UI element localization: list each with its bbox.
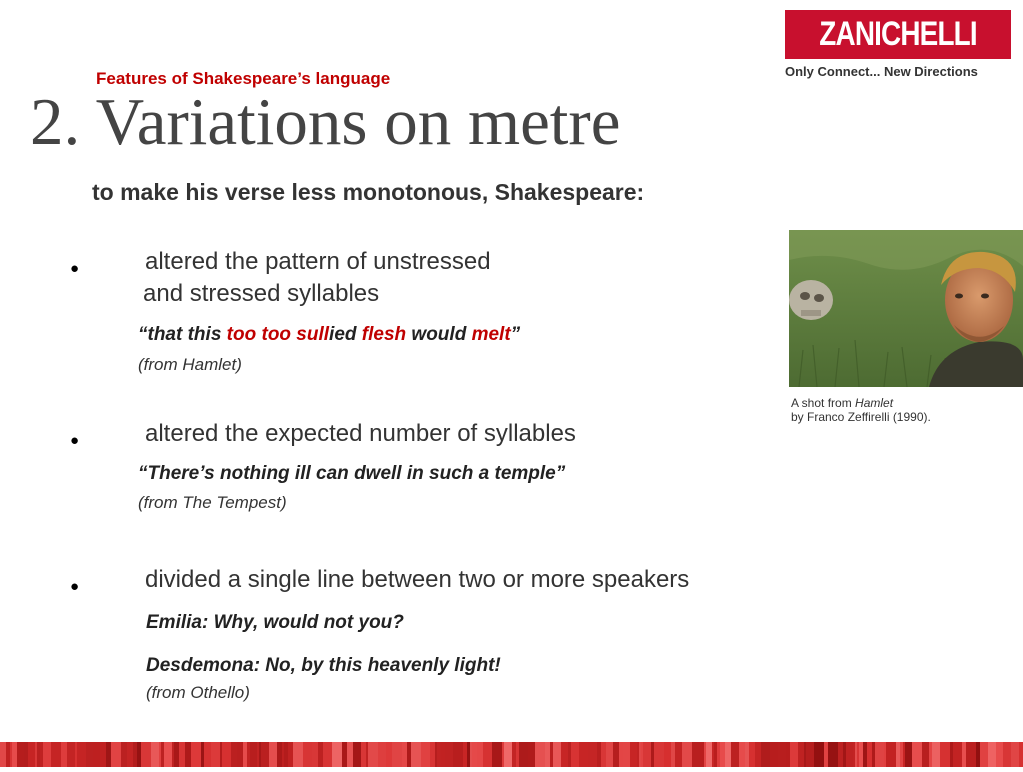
band-stripe xyxy=(445,742,453,767)
band-stripe xyxy=(806,742,814,767)
band-stripe xyxy=(61,742,67,767)
band-stripe xyxy=(250,742,257,767)
band-stripe xyxy=(886,742,896,767)
quote-text: would xyxy=(406,324,472,345)
band-stripe xyxy=(700,742,704,767)
band-stripe xyxy=(630,742,637,767)
band-stripe xyxy=(0,742,6,767)
band-stripe xyxy=(712,742,714,767)
band-stripe xyxy=(588,742,597,767)
band-stripe xyxy=(903,742,905,767)
band-stripe xyxy=(535,742,545,767)
band-stripe xyxy=(75,742,77,767)
band-stripe xyxy=(553,742,561,767)
band-stripe xyxy=(786,742,790,767)
band-stripe xyxy=(282,742,284,767)
section-label: Features of Shakespeare’s language xyxy=(96,69,391,88)
band-stripe xyxy=(378,742,386,767)
band-stripe xyxy=(24,742,28,767)
band-stripe xyxy=(211,742,220,767)
band-stripe xyxy=(651,742,654,767)
band-stripe xyxy=(859,742,863,767)
band-stripe xyxy=(755,742,761,767)
hamlet-film-still xyxy=(789,230,1023,387)
band-stripe xyxy=(950,742,953,767)
band-stripe xyxy=(483,742,492,767)
band-stripe xyxy=(613,742,619,767)
band-stripe xyxy=(467,742,470,767)
band-stripe xyxy=(512,742,516,767)
item-3-quote-2: Desdemona: No, by this heavenly light! xyxy=(146,655,501,676)
band-stripe xyxy=(639,742,641,767)
item-3-source: (from Othello) xyxy=(146,683,250,702)
band-stripe xyxy=(940,742,950,767)
band-stripe xyxy=(857,742,859,767)
band-stripe xyxy=(243,742,247,767)
photo-caption xyxy=(791,396,931,424)
band-stripe xyxy=(437,742,441,767)
intro-text: to make his verse less monotonous, Shakespeare: xyxy=(92,179,645,205)
band-stripe xyxy=(568,742,571,767)
bullet-icon: ● xyxy=(70,432,80,449)
quote-text: “that this xyxy=(138,324,227,345)
quote-text: ied xyxy=(329,324,362,345)
quote-text: ” xyxy=(510,324,521,345)
item-1-line-1: altered the pattern of unstressed xyxy=(145,248,491,275)
band-stripe xyxy=(838,742,843,767)
band-stripe xyxy=(619,742,623,767)
band-stripe xyxy=(682,742,692,767)
quote-highlight: flesh xyxy=(361,324,407,345)
band-stripe xyxy=(601,742,606,767)
quote-highlight: melt xyxy=(471,324,511,345)
band-stripe xyxy=(502,742,504,767)
band-stripe xyxy=(846,742,853,767)
band-stripe xyxy=(798,742,804,767)
band-stripe xyxy=(814,742,824,767)
band-stripe xyxy=(100,742,106,767)
band-stripe xyxy=(277,742,282,767)
band-stripe xyxy=(67,742,75,767)
band-stripe xyxy=(545,742,550,767)
band-stripe xyxy=(778,742,786,767)
band-stripe xyxy=(133,742,137,767)
band-stripe xyxy=(470,742,472,767)
band-stripe xyxy=(106,742,111,767)
band-stripe xyxy=(222,742,231,767)
band-stripe xyxy=(247,742,250,767)
band-stripe xyxy=(43,742,51,767)
band-stripe xyxy=(441,742,445,767)
band-stripe xyxy=(164,742,172,767)
band-stripe xyxy=(318,742,323,767)
band-stripe xyxy=(932,742,940,767)
band-stripe xyxy=(332,742,342,767)
band-stripe xyxy=(35,742,37,767)
band-stripe xyxy=(912,742,922,767)
band-stripe xyxy=(435,742,437,767)
band-stripe xyxy=(220,742,222,767)
band-stripe xyxy=(597,742,601,767)
band-stripe xyxy=(492,742,502,767)
band-stripe xyxy=(172,742,174,767)
band-stripe xyxy=(804,742,806,767)
band-stripe xyxy=(996,742,1003,767)
band-stripe xyxy=(6,742,10,767)
band-stripe xyxy=(790,742,798,767)
band-stripe xyxy=(306,742,312,767)
band-stripe xyxy=(976,742,980,767)
item-1-source: (from Hamlet) xyxy=(138,355,242,374)
band-stripe xyxy=(843,742,846,767)
band-stripe xyxy=(237,742,243,767)
publisher-logo xyxy=(785,10,1011,59)
band-stripe xyxy=(257,742,259,767)
band-stripe xyxy=(121,742,127,767)
caption-prefix: A shot from xyxy=(791,396,856,410)
band-stripe xyxy=(516,742,519,767)
band-stripe xyxy=(392,742,402,767)
band-stripe xyxy=(550,742,553,767)
band-stripe xyxy=(191,742,201,767)
band-stripe xyxy=(1003,742,1011,767)
band-stripe xyxy=(402,742,407,767)
band-stripe xyxy=(453,742,463,767)
band-stripe xyxy=(407,742,411,767)
band-stripe xyxy=(353,742,361,767)
band-stripe xyxy=(519,742,528,767)
band-stripe xyxy=(863,742,867,767)
band-stripe xyxy=(111,742,121,767)
band-stripe xyxy=(962,742,966,767)
band-stripe xyxy=(875,742,884,767)
band-stripe xyxy=(1011,742,1019,767)
band-stripe xyxy=(637,742,639,767)
band-stripe xyxy=(179,742,185,767)
band-stripe xyxy=(28,742,35,767)
band-stripe xyxy=(704,742,706,767)
band-stripe xyxy=(10,742,12,767)
band-stripe xyxy=(361,742,366,767)
band-stripe xyxy=(980,742,988,767)
band-stripe xyxy=(204,742,211,767)
band-stripe xyxy=(706,742,712,767)
caption-title: Hamlet xyxy=(855,396,894,410)
band-stripe xyxy=(86,742,93,767)
band-stripe xyxy=(579,742,588,767)
band-stripe xyxy=(853,742,855,767)
band-stripe xyxy=(905,742,912,767)
band-stripe xyxy=(714,742,717,767)
band-stripe xyxy=(261,742,269,767)
band-stripe xyxy=(504,742,512,767)
item-2-quote: “There’s nothing ill can dwell in such a temple” xyxy=(138,463,566,484)
band-stripe xyxy=(561,742,568,767)
band-stripe xyxy=(421,742,430,767)
band-stripe xyxy=(37,742,40,767)
band-stripe xyxy=(430,742,435,767)
band-stripe xyxy=(641,742,643,767)
band-stripe xyxy=(366,742,368,767)
caption-line-2: by Franco Zeffirelli (1990). xyxy=(791,410,931,424)
band-stripe xyxy=(828,742,838,767)
item-3-line-1: divided a single line between two or more speakers xyxy=(145,566,690,593)
band-stripe xyxy=(855,742,857,767)
item-1-quote xyxy=(138,324,520,346)
logo-text: ZANICHELLI xyxy=(819,15,977,53)
band-stripe xyxy=(51,742,61,767)
band-stripe xyxy=(151,742,159,767)
band-stripe xyxy=(159,742,161,767)
band-stripe xyxy=(127,742,133,767)
bullet-icon: ● xyxy=(70,578,80,595)
band-stripe xyxy=(411,742,421,767)
band-stripe xyxy=(303,742,306,767)
band-stripe xyxy=(717,742,720,767)
band-stripe xyxy=(528,742,535,767)
band-stripe xyxy=(323,742,332,767)
band-stripe xyxy=(231,742,237,767)
band-stripe xyxy=(654,742,664,767)
band-stripe xyxy=(288,742,293,767)
band-stripe xyxy=(342,742,347,767)
band-stripe xyxy=(40,742,43,767)
band-stripe xyxy=(161,742,164,767)
band-stripe xyxy=(731,742,739,767)
decorative-bottom-band xyxy=(0,742,1023,767)
band-stripe xyxy=(988,742,996,767)
band-stripe xyxy=(643,742,651,767)
bullet-icon: ● xyxy=(70,260,80,277)
band-stripe xyxy=(953,742,962,767)
band-stripe xyxy=(312,742,318,767)
item-1-line-2: and stressed syllables xyxy=(143,280,380,307)
band-stripe xyxy=(477,742,483,767)
band-stripe xyxy=(770,742,778,767)
band-stripe xyxy=(749,742,755,767)
band-stripe xyxy=(386,742,392,767)
band-stripe xyxy=(174,742,179,767)
band-stripe xyxy=(293,742,303,767)
band-stripe xyxy=(896,742,900,767)
item-2-line-1: altered the expected number of syllables xyxy=(145,420,576,447)
band-stripe xyxy=(824,742,828,767)
band-stripe xyxy=(867,742,872,767)
item-3-quote-1: Emilia: Why, would not you? xyxy=(146,612,404,633)
band-stripe xyxy=(368,742,378,767)
band-stripe xyxy=(93,742,100,767)
band-stripe xyxy=(571,742,579,767)
band-stripe xyxy=(269,742,277,767)
band-stripe xyxy=(872,742,875,767)
band-stripe xyxy=(739,742,745,767)
band-stripe xyxy=(720,742,725,767)
band-stripe xyxy=(137,742,141,767)
band-stripe xyxy=(966,742,976,767)
band-stripe xyxy=(201,742,204,767)
band-stripe xyxy=(725,742,731,767)
band-stripe xyxy=(922,742,929,767)
band-stripe xyxy=(692,742,700,767)
band-stripe xyxy=(664,742,671,767)
quote-highlight: too too sull xyxy=(226,324,330,345)
band-stripe xyxy=(141,742,151,767)
band-stripe xyxy=(884,742,886,767)
band-stripe xyxy=(1019,742,1023,767)
band-stripe xyxy=(671,742,675,767)
band-stripe xyxy=(185,742,191,767)
band-stripe xyxy=(347,742,353,767)
logo-tagline: Only Connect... New Directions xyxy=(785,64,978,79)
band-stripe xyxy=(259,742,261,767)
band-stripe xyxy=(675,742,682,767)
item-2-source: (from The Tempest) xyxy=(138,493,287,512)
band-stripe xyxy=(463,742,467,767)
band-stripe xyxy=(929,742,932,767)
band-stripe xyxy=(623,742,630,767)
band-stripe xyxy=(761,742,770,767)
band-stripe xyxy=(606,742,613,767)
band-stripe xyxy=(472,742,477,767)
slide-title: 2. Variations on metre xyxy=(30,85,621,159)
band-stripe xyxy=(284,742,288,767)
band-stripe xyxy=(12,742,17,767)
band-stripe xyxy=(77,742,86,767)
band-stripe xyxy=(17,742,24,767)
band-stripe xyxy=(745,742,749,767)
band-stripe xyxy=(900,742,903,767)
